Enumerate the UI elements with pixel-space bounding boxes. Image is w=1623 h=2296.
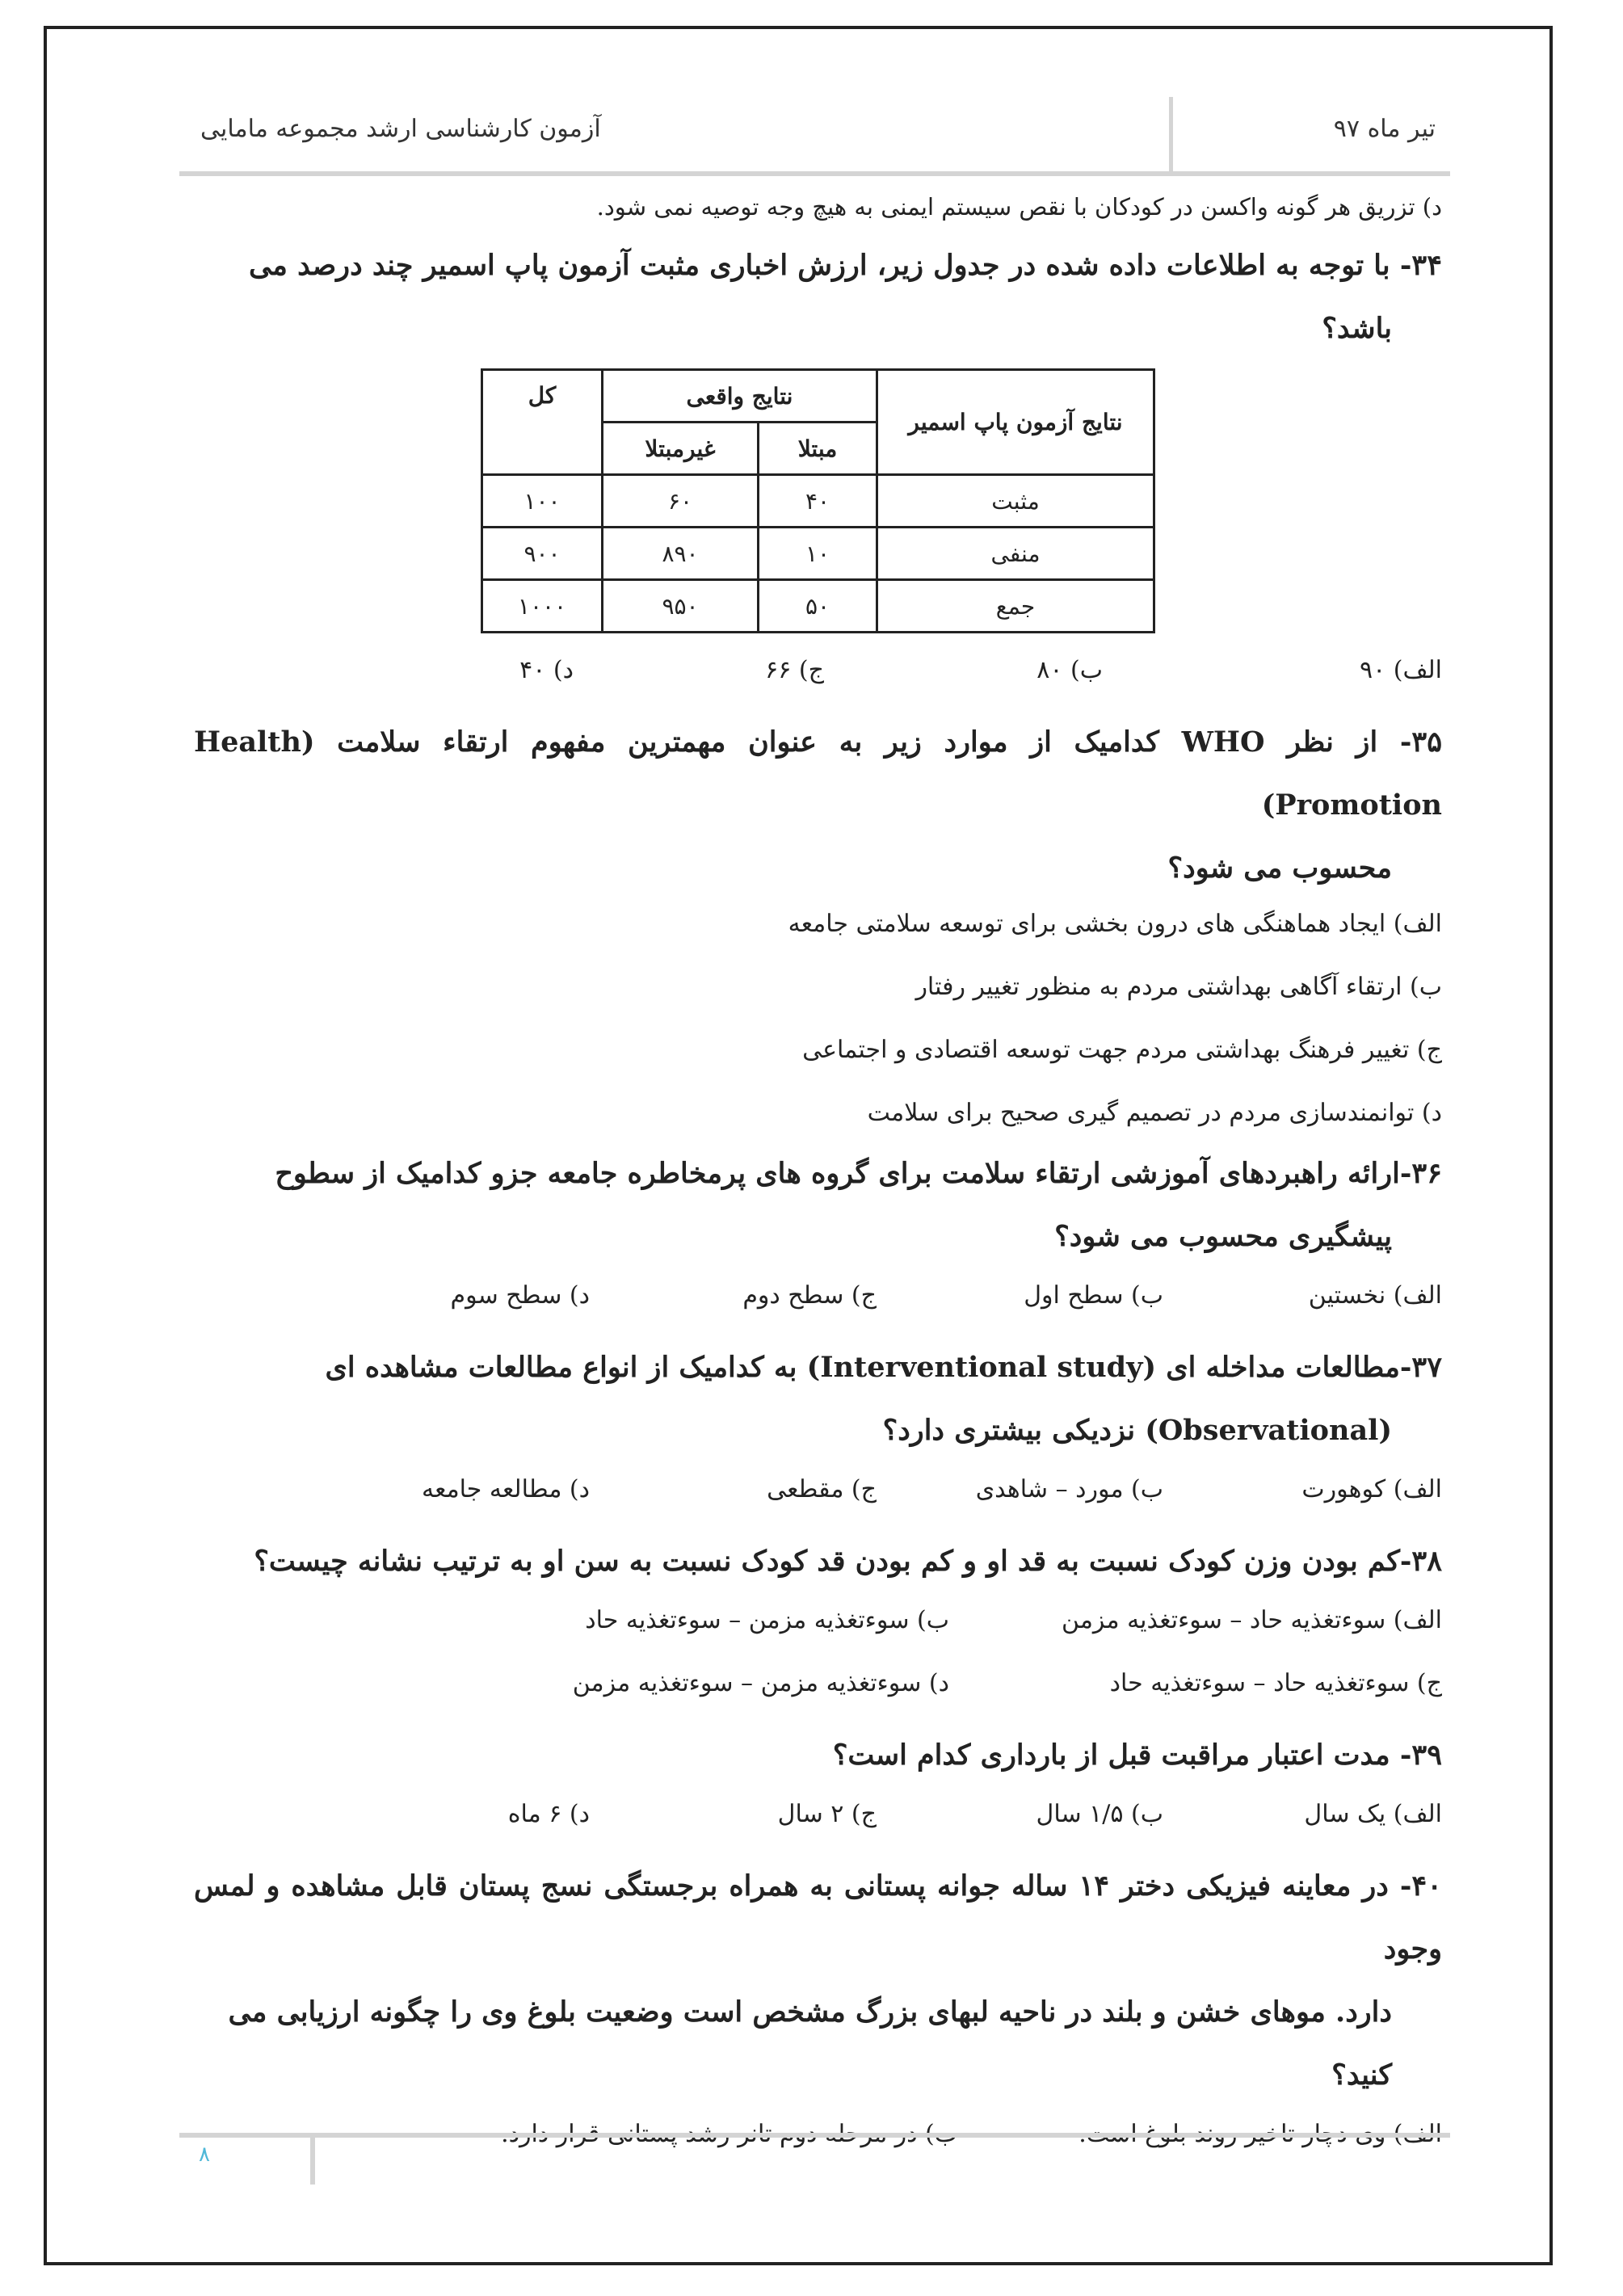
question-39 (194, 1724, 1442, 1787)
option-b[interactable]: ب) سطح اول (1024, 1281, 1163, 1310)
option-a[interactable]: الف) ایجاد هماهنگی های درون بخشی برای توسعه سلامتی جامعه (788, 910, 1442, 938)
question-35-line2: محسوب می شود؟ (1167, 852, 1392, 885)
option-b[interactable]: ب) سوءتغذیه مزمن – سوءتغذیه حاد (585, 1606, 949, 1634)
question-36 (194, 1142, 1442, 1268)
question-36-line2: پیشگیری محسوب می شود؟ (1054, 1220, 1392, 1253)
question-34 (194, 234, 1442, 360)
option-b[interactable]: ب) ارتقاء آگاهی بهداشتی مردم به منظور تغییر رفتار (915, 973, 1442, 1001)
table-row-label: مثبت (877, 475, 1154, 528)
question-40-line3: کنید؟ (1331, 2058, 1392, 2092)
option-d[interactable]: د) سطح سوم (450, 1281, 590, 1310)
table-row (482, 475, 1154, 528)
table-row (482, 528, 1154, 580)
table-subheader-not-affected: غیرمبتلا (603, 423, 759, 475)
table-cell-affected: ۵۰ (759, 580, 877, 633)
question-36-line1: ۳۶-ارائه راهبردهای آموزشی ارتقاء سلامت برای گروه های پرمخاطره جامعه جزو کدامیک از سطوح (275, 1157, 1442, 1190)
question-36-options (194, 1268, 1442, 1331)
question-40-options (194, 2107, 1442, 2170)
option-b[interactable]: ب) مورد – شاهدی (975, 1475, 1163, 1503)
question-37-line2: (Observational) نزدیکی بیشتری دارد؟ (882, 1414, 1392, 1447)
header-divider (1169, 97, 1173, 175)
question-37-line1: ۳۷-مطالعات مداخله ای (Interventional study) به کدامیک از انواع مطالعات مشاهده ای (325, 1351, 1442, 1384)
question-34-line2: باشد؟ (1322, 312, 1392, 345)
table-header-total: کل (482, 370, 603, 475)
question-34-line1: ۳۴- با توجه به اطلاعات داده شده در جدول زیر، ارزش اخباری مثبت آزمون پاپ اسمیر چند درصد می (248, 249, 1442, 282)
table-cell-total: ۱۰۰ (482, 475, 603, 528)
question-38-options-row1 (194, 1593, 1442, 1656)
option-d[interactable]: د) ۶ ماه (507, 1800, 590, 1828)
table-cell-total: ۹۰۰ (482, 528, 603, 580)
table-subheader-affected: مبتلا (759, 423, 877, 475)
option-d[interactable]: د) سوءتغذیه مزمن – سوءتغذیه مزمن (572, 1669, 949, 1697)
table-header-actual: نتایج واقعی (603, 370, 877, 423)
option-a[interactable]: الف) نخستین (1308, 1281, 1442, 1310)
option-d[interactable]: د) مطالعه جامعه (422, 1475, 590, 1503)
question-40-line2: دارد. موهای خشن و بلند در ناحیه لبهای بزرگ مشخص است وضعیت بلوغ وی را چگونه ارزیابی می (228, 1995, 1392, 2029)
question-38-options-row2 (194, 1656, 1442, 1719)
option-d[interactable]: د) توانمندسازی مردم در تصمیم گیری صحیح برای سلامت (867, 1099, 1442, 1127)
question-37-options (194, 1462, 1442, 1525)
question-34-options (194, 643, 1442, 706)
page-content (194, 191, 1442, 2170)
table-cell-total: ۱۰۰۰ (482, 580, 603, 633)
option-c[interactable]: ج) ۲ سال (777, 1800, 877, 1828)
option-c[interactable]: ج) سوءتغذیه حاد – سوءتغذیه حاد (1109, 1669, 1442, 1697)
question-38 (194, 1530, 1442, 1593)
option-b[interactable]: ب) ۱/۵ سال (1036, 1800, 1163, 1828)
option-d[interactable]: د) ۴۰ (519, 656, 574, 684)
previous-question-option-d: د) تزریق هر گونه واکسن در کودکان با نقص سیستم ایمنی به هیچ وجه توصیه نمی شود. (596, 193, 1442, 221)
option-c[interactable]: ج) سطح دوم (742, 1281, 877, 1310)
table-cell-not-affected: ۹۵۰ (603, 580, 759, 633)
question-35 (194, 711, 1442, 900)
header-date: تیر ماه ۹۷ (1333, 115, 1436, 143)
page-number: ۸ (199, 2143, 210, 2167)
question-38-line1: ۳۸-کم بودن وزن کودک نسبت به قد او و کم بودن قد کودک نسبت به سن او به ترتیب نشانه چیست؟ (254, 1545, 1442, 1578)
option-c[interactable]: ج) مقطعی (767, 1475, 877, 1503)
table-cell-affected: ۴۰ (759, 475, 877, 528)
footer-divider (310, 2133, 315, 2185)
table-cell-not-affected: ۶۰ (603, 475, 759, 528)
question-39-options (194, 1787, 1442, 1850)
option-a[interactable]: الف) سوءتغذیه حاد – سوءتغذیه مزمن (1062, 1606, 1442, 1634)
question-35-line1: ۳۵- از نظر WHO کدامیک از موارد زیر به عنوان مهمترین مفهوم ارتقاء سلامت (Health Promotion) (194, 725, 1442, 822)
table-row-label: جمع (877, 580, 1154, 633)
pap-smear-table (481, 368, 1155, 633)
question-40 (194, 1855, 1442, 2107)
header-rule (179, 171, 1450, 176)
header-exam-title: آزمون کارشناسی ارشد مجموعه مامایی (200, 115, 601, 143)
option-a[interactable]: الف) کوهورت (1301, 1475, 1442, 1503)
table-row (482, 580, 1154, 633)
table-row-label: منفی (877, 528, 1154, 580)
question-39-line1: ۳۹- مدت اعتبار مراقبت قبل از بارداری کدام است؟ (832, 1739, 1442, 1772)
table-cell-affected: ۱۰ (759, 528, 877, 580)
table-cell-not-affected: ۸۹۰ (603, 528, 759, 580)
table-header-test: نتایج آزمون پاپ اسمیر (877, 370, 1154, 475)
option-c[interactable]: ج) ۶۶ (765, 656, 824, 684)
question-40-line1: ۴۰- در معاینه فیزیکی دختر ۱۴ ساله جوانه پستانی به همراه برجستگی نسج پستان قابل مشاهده و لمس وجود (194, 1869, 1442, 1966)
footer-rule (179, 2133, 1450, 2138)
option-a[interactable]: الف) یک سال (1304, 1800, 1442, 1828)
option-a[interactable]: الف) ۹۰ (1359, 656, 1442, 684)
question-37 (194, 1336, 1442, 1462)
option-b[interactable]: ب) ۸۰ (1036, 656, 1103, 684)
option-c[interactable]: ج) تغییر فرهنگ بهداشتی مردم جهت توسعه اقتصادی و اجتماعی (802, 1036, 1442, 1064)
